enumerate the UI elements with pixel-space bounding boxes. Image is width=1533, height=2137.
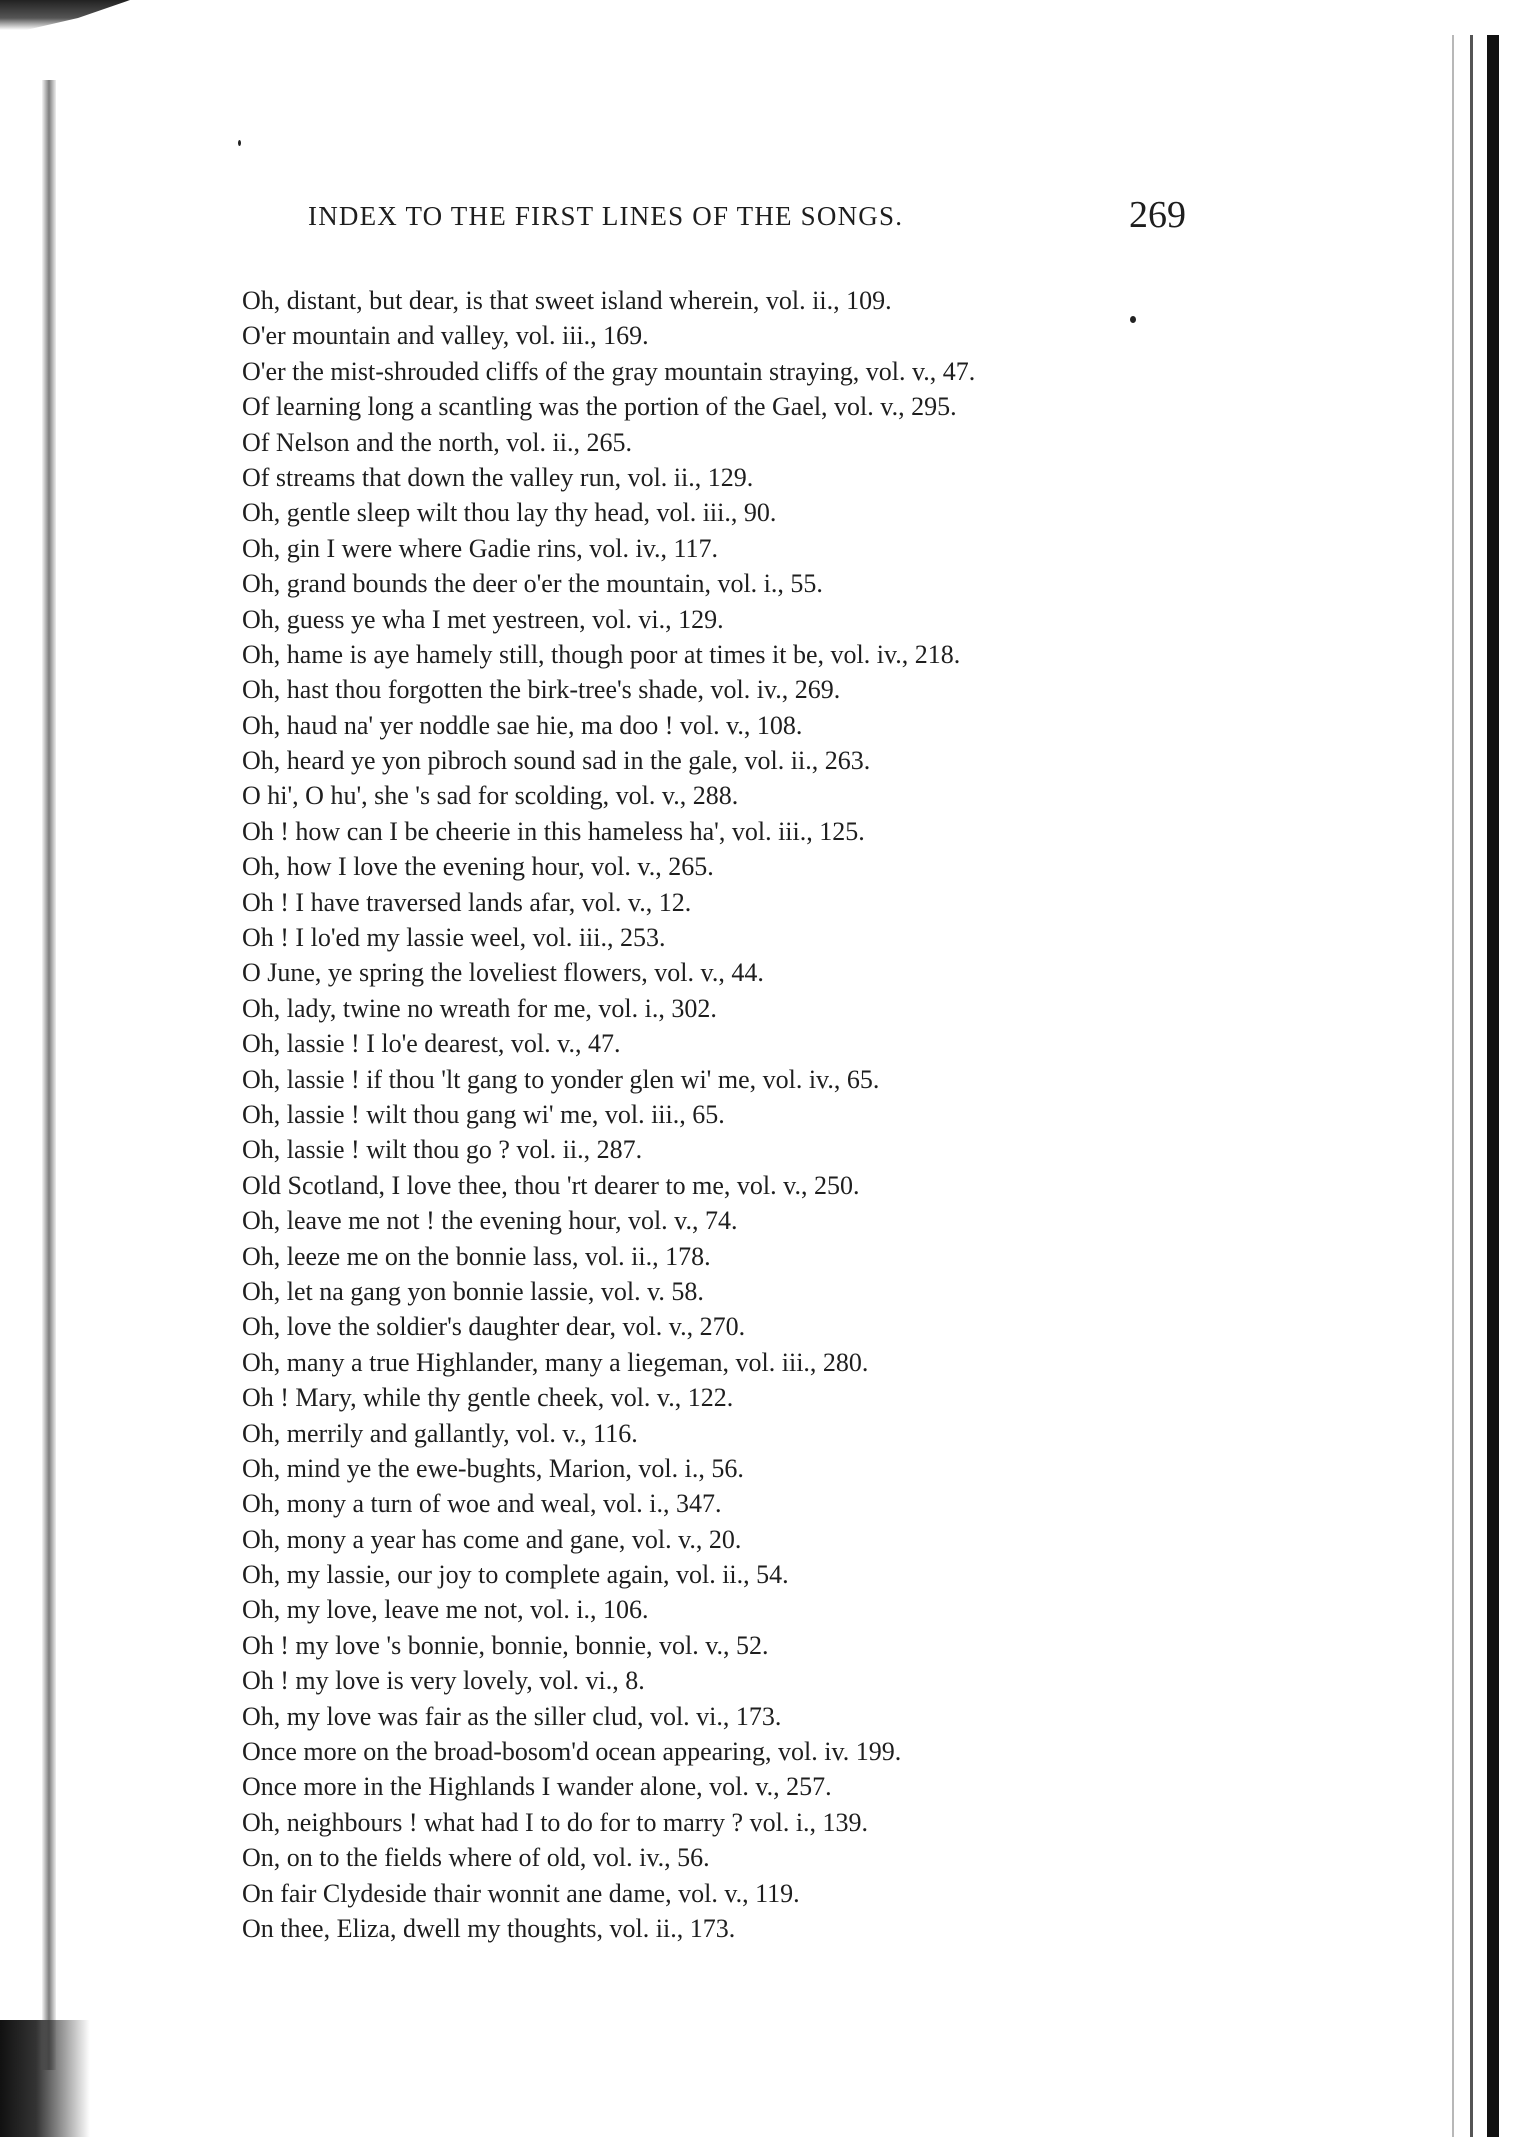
index-entry: Oh, neighbours ! what had I to do for to marry ? vol. i., 139. bbox=[242, 1807, 869, 1837]
index-entry: Oh, gin I were where Gadie rins, vol. iv., 117. bbox=[242, 533, 719, 563]
scan-shadow-right bbox=[1487, 35, 1499, 2137]
index-entry: Once more in the Highlands I wander alone, vol. v., 257. bbox=[242, 1772, 832, 1802]
index-entry: Oh, lassie ! if thou 'lt gang to yonder glen wi' me, vol. iv., 65. bbox=[242, 1064, 880, 1094]
page-number: 269 bbox=[1129, 194, 1186, 236]
index-entry: Oh, love the soldier's daughter dear, vol. v., 270. bbox=[242, 1312, 746, 1342]
index-entry: Oh, mony a year has come and gane, vol. v., 20. bbox=[242, 1524, 742, 1554]
index-entry: Oh, distant, but dear, is that sweet island wherein, vol. ii., 109. bbox=[242, 286, 892, 315]
index-entry: Oh ! my love is very lovely, vol. vi., 8. bbox=[242, 1666, 645, 1696]
index-entry: Oh, mony a turn of woe and weal, vol. i., 347. bbox=[242, 1489, 722, 1519]
index-entry: Oh, lassie ! wilt thou gang wi' me, vol. iii., 65. bbox=[242, 1099, 725, 1129]
index-entry: Oh, let na gang yon bonnie lassie, vol. v. 58. bbox=[242, 1276, 704, 1306]
index-entry: Oh, lady, twine no wreath for me, vol. i., 302. bbox=[242, 993, 717, 1023]
index-entry: Oh, many a true Highlander, many a liegeman, vol. iii., 280. bbox=[242, 1347, 869, 1377]
index-entry: O June, ye spring the loveliest flowers, vol. v., 44. bbox=[242, 958, 764, 988]
index-entry: Oh ! my love 's bonnie, bonnie, bonnie, vol. v., 52. bbox=[242, 1630, 769, 1660]
index-entry: Of streams that down the valley run, vol. ii., 129. bbox=[242, 462, 754, 492]
index-entry: Oh, my love, leave me not, vol. i., 106. bbox=[242, 1595, 649, 1625]
index-entry: Oh, my love was fair as the siller clud, vol. vi., 173. bbox=[242, 1701, 782, 1731]
running-title: INDEX TO THE FIRST LINES OF THE SONGS. bbox=[308, 201, 904, 231]
index-entry: On, on to the fields where of old, vol. iv., 56. bbox=[242, 1843, 710, 1873]
index-entry: O'er the mist-shrouded cliffs of the gray mountain straying, vol. v., 47. bbox=[242, 356, 976, 386]
index-entry: Oh, hast thou forgotten the birk-tree's shade, vol. iv., 269. bbox=[242, 675, 841, 705]
index-entry: Oh ! Mary, while thy gentle cheek, vol. v., 122. bbox=[242, 1383, 734, 1413]
index-entry: Oh, hame is aye hamely still, though poor at times it be, vol. iv., 218. bbox=[242, 639, 961, 669]
index-entry: Of Nelson and the north, vol. ii., 265. bbox=[242, 427, 632, 457]
scan-shadow-left bbox=[42, 80, 56, 2070]
index-entry: O'er mountain and valley, vol. iii., 169. bbox=[242, 321, 649, 351]
index-entry: Oh, haud na' yer noddle sae hie, ma doo ! vol. v., 108. bbox=[242, 710, 803, 740]
index-entry: Oh ! I lo'ed my lassie weel, vol. iii., 253. bbox=[242, 923, 666, 953]
index-entry: On thee, Eliza, dwell my thoughts, vol. ii., 173. bbox=[242, 1913, 736, 1943]
index-entry: Oh ! how can I be cheerie in this hameless ha', vol. iii., 125. bbox=[242, 816, 865, 846]
index-entry: Oh, heard ye yon pibroch sound sad in the gale, vol. ii., 263. bbox=[242, 746, 871, 776]
index-entry: Oh, guess ye wha I met yestreen, vol. vi., 129. bbox=[242, 604, 724, 634]
ink-speck bbox=[238, 140, 241, 146]
scan-shadow-top-left bbox=[0, 0, 130, 30]
index-entry: O hi', O hu', she 's sad for scolding, vol. v., 288. bbox=[242, 781, 739, 811]
index-entry: Old Scotland, I love thee, thou 'rt dearer to me, vol. v., 250. bbox=[242, 1170, 860, 1200]
index-entry: Oh, grand bounds the deer o'er the mountain, vol. i., 55. bbox=[242, 569, 823, 599]
scan-shadow-right-faint bbox=[1452, 35, 1454, 2137]
scan-shadow-right-thin bbox=[1470, 35, 1473, 2137]
index-entry: Oh, my lassie, our joy to complete again, vol. ii., 54. bbox=[242, 1560, 789, 1590]
index-entry: Oh, lassie ! wilt thou go ? vol. ii., 287. bbox=[242, 1135, 643, 1165]
index-entry: Oh, merrily and gallantly, vol. v., 116. bbox=[242, 1418, 638, 1448]
index-entry: Oh, how I love the evening hour, vol. v., 265. bbox=[242, 852, 714, 882]
page-header bbox=[308, 193, 1188, 243]
index-entry: Oh, gentle sleep wilt thou lay thy head, vol. iii., 90. bbox=[242, 498, 777, 528]
scan-shadow-bottom-left bbox=[0, 2020, 90, 2137]
first-lines-index-list bbox=[242, 283, 1422, 1946]
index-entry: Oh, lassie ! I lo'e dearest, vol. v., 47. bbox=[242, 1029, 621, 1059]
index-entry: Oh ! I have traversed lands afar, vol. v., 12. bbox=[242, 887, 692, 917]
index-entry: Once more on the broad-bosom'd ocean appearing, vol. iv. 199. bbox=[242, 1737, 902, 1767]
index-entry: Of learning long a scantling was the portion of the Gael, vol. v., 295. bbox=[242, 392, 957, 422]
index-entry: On fair Clydeside thair wonnit ane dame, vol. v., 119. bbox=[242, 1878, 800, 1908]
index-entry: Oh, leave me not ! the evening hour, vol. v., 74. bbox=[242, 1206, 738, 1236]
index-entry: Oh, mind ye the ewe-bughts, Marion, vol. i., 56. bbox=[242, 1453, 744, 1483]
index-entry: Oh, leeze me on the bonnie lass, vol. ii., 178. bbox=[242, 1241, 711, 1271]
